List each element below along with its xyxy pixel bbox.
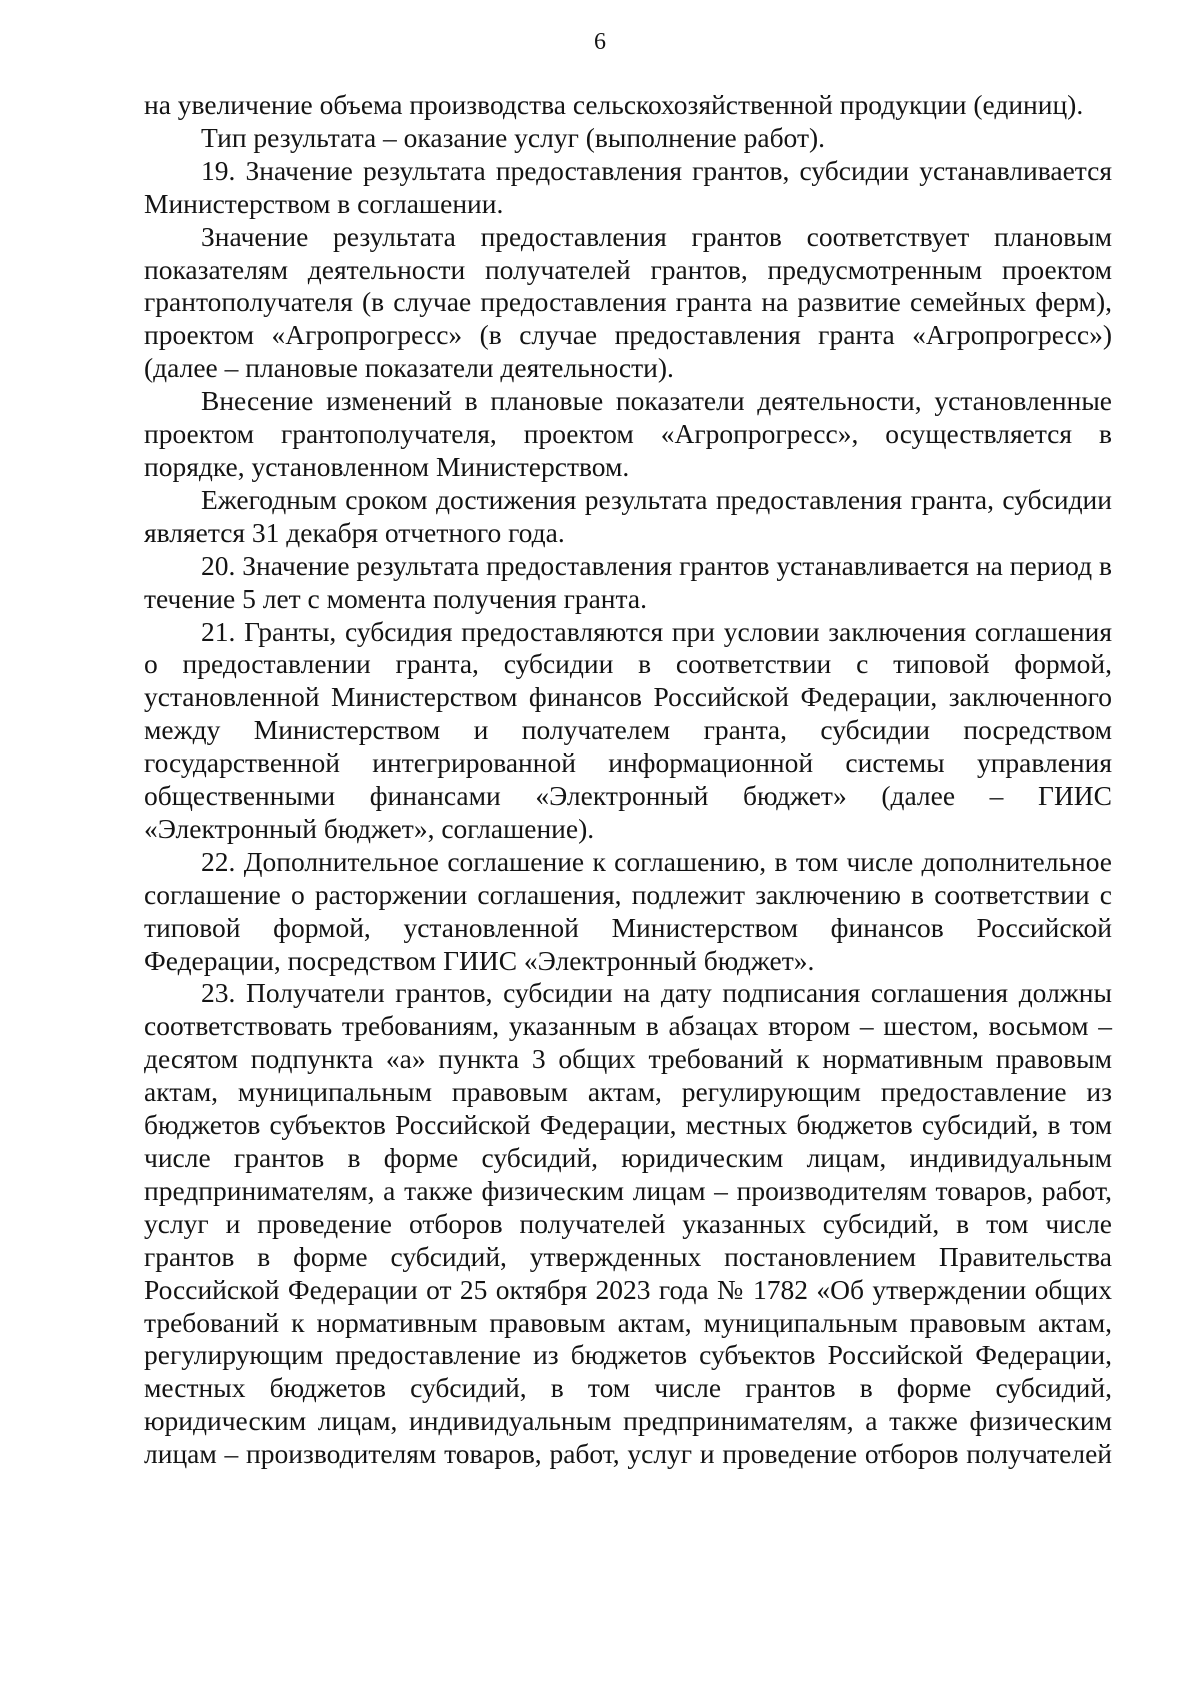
paragraph-result-value: Значение результата предоставления грантов соответствует плановым показателям деятельности получателей грантов, предусмотренным проектом грантополучателя (в случае предоставления гранта на развитие семейных ферм), проектом «Агропрогресс» (в случае предоставления гранта «Агропрогресс») (далее – плановые показатели деятельности). xyxy=(144,220,1112,384)
paragraph-item-22: 22. Дополнительное соглашение к соглашению, в том числе дополнительное соглашение о расторжении соглашения, подлежит заключению в соответствии с типовой формой, установленной Министерством финансов Российской Федерации, посредством ГИИС «Электронный бюджет». xyxy=(144,845,1112,976)
paragraph-item-19: 19. Значение результата предоставления грантов, субсидии устанавливается Министерством в соглашении. xyxy=(144,154,1112,219)
paragraph-result-type: Тип результата – оказание услуг (выполнение работ). xyxy=(201,121,826,153)
paragraph-plan-changes: Внесение изменений в плановые показатели деятельности, установленные проектом грантополучателя, проектом «Агропрогресс», осуществляется в порядке, установленном Министерством. xyxy=(144,385,1112,482)
paragraph-continuation: на увеличение объема производства сельскохозяйственной продукции (единиц). xyxy=(144,89,1084,120)
paragraph-item-20: 20. Значение результата предоставления грантов устанавливается на период в течение 5 лет с момента получения гранта. xyxy=(144,549,1112,614)
page-number: 6 xyxy=(594,29,606,55)
paragraph-item-23: 23. Получатели грантов, субсидии на дату подписания соглашения должны соответствовать требованиям, указанным в абзацах втором – шестом, восьмом – десятом подпункта «а» пункта 3 общих требований к нормативным правовым актам, муниципальным правовым актам, регулирующим предоставление из бюджетов субъектов Российской Федерации, местных бюджетов субсидий, в том числе грантов в форме субсидий, юридическим лицам, индивидуальным предпринимателям, а также физическим лицам – производителям товаров, работ, услуг и проведение отборов получателей указанных субсидий, в том числе грантов в форме субсидий, утвержденных постановлением Правительства Российской Федерации от 25 октября 2023 года № 1782 «Об утверждении общих требований к нормативным правовым актам, муниципальным правовым актам, регулирующим предоставление из бюджетов субъектов Российской Федерации, местных бюджетов субсидий, в том числе грантов в форме субсидий, юридическим лицам, индивидуальным предпринимателям, а также физическим лицам – производителям товаров, работ, услуг и проведение отборов получателей xyxy=(144,977,1112,1470)
document-body xyxy=(144,89,1112,1471)
paragraph-item-21: 21. Гранты, субсидия предоставляются при условии заключения соглашения о предоставлении гранта, субсидии в соответствии с типовой формой, установленной Министерством финансов Российской Федерации, заключенного между Министерством и получателем гранта, субсидии посредством государственной интегрированной информационной системы управления общественными финансами «Электронный бюджет» (далее – ГИИС «Электронный бюджет», соглашение). xyxy=(144,615,1112,844)
paragraph-annual-deadline: Ежегодным сроком достижения результата предоставления гранта, субсидии является 31 декабря отчетного года. xyxy=(144,483,1112,548)
